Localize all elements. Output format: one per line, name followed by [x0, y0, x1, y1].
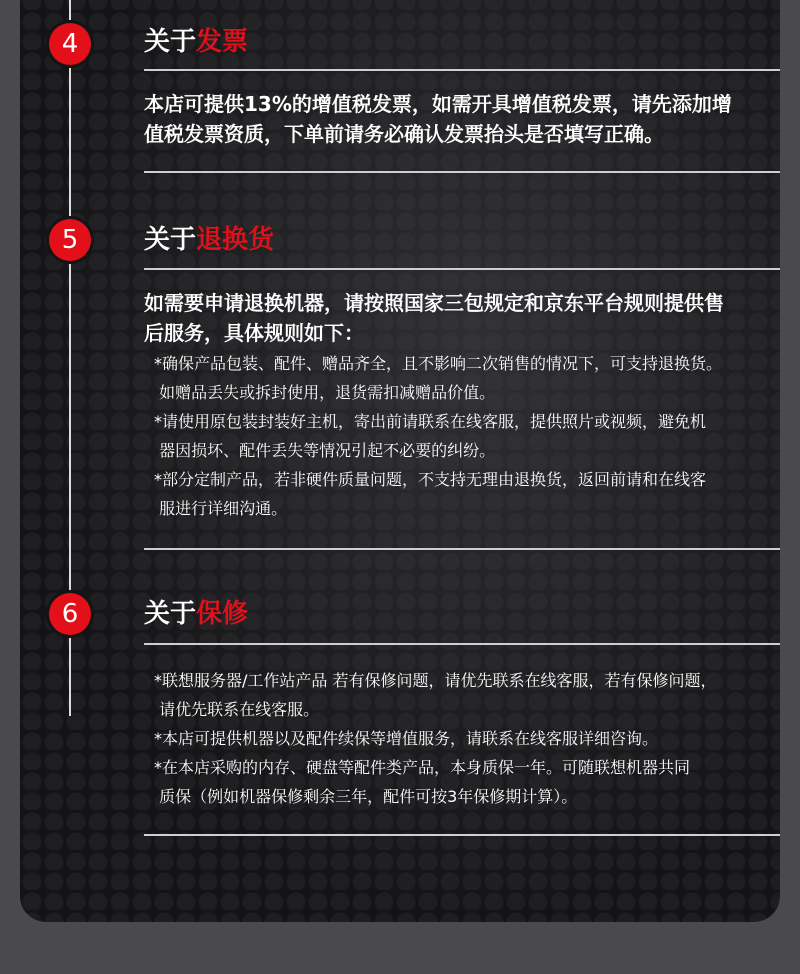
- section-5-bottom-divider: [144, 548, 780, 550]
- section-6-title: [144, 599, 248, 629]
- section-6-warranty-list: [154, 666, 780, 811]
- section-4-title-prefix: 关于: [144, 27, 197, 57]
- section-4-title-highlight: 发票: [196, 27, 249, 57]
- section-4-line-1: 本店可提供13%的增值税发票，如需开具增值税发票，请先添加增: [144, 92, 732, 116]
- section-6-title-highlight: 保修: [196, 599, 249, 629]
- section-6-number-badge: 6: [49, 593, 91, 635]
- section-5-title-highlight: 退换货: [196, 225, 275, 255]
- list-item: *本店可提供机器以及配件续保等增值服务，请联系在线客服详细咨询。: [154, 729, 659, 748]
- section-6-divider: [144, 643, 780, 645]
- list-item: 质保（例如机器保修剩余三年，配件可按3年保修期计算）。: [154, 787, 578, 806]
- section-5-body: [144, 288, 780, 348]
- section-5-line-1: 如需要申请退换机器，请按照国家三包规定和京东平台规则提供售: [144, 291, 724, 315]
- section-4-bottom-divider: [144, 171, 780, 173]
- section-6-bottom-divider: [144, 834, 780, 836]
- section-5-rules-list: [154, 349, 780, 523]
- section-4-divider: [144, 69, 780, 71]
- section-5-line-2: 后服务，具体规则如下：: [144, 321, 364, 345]
- section-5-divider: [144, 268, 780, 270]
- section-4-title: [144, 27, 248, 57]
- section-5-title: [144, 225, 274, 255]
- section-6-title-prefix: 关于: [144, 599, 197, 629]
- content-panel: [20, 0, 780, 922]
- list-item: *请使用原包装封装好主机，寄出前请联系在线客服，提供照片或视频，避免机: [154, 412, 707, 431]
- section-5-number-badge: 5: [49, 219, 91, 261]
- list-item: *在本店采购的内存、硬盘等配件类产品，本身质保一年。可随联想机器共同: [154, 758, 691, 777]
- section-4-body: [144, 89, 780, 149]
- list-item: 请优先联系在线客服。: [154, 700, 320, 719]
- section-4-line-2: 值税发票资质，下单前请务必确认发票抬头是否填写正确。: [144, 122, 664, 146]
- list-item: 如赠品丢失或拆封使用，退货需扣减赠品价值。: [154, 383, 496, 402]
- section-5-title-prefix: 关于: [144, 225, 197, 255]
- list-item: *确保产品包装、配件、赠品齐全，且不影响二次销售的情况下，可支持退换货。: [154, 354, 723, 373]
- list-item: 器因损坏、配件丢失等情况引起不必要的纠纷。: [154, 441, 496, 460]
- list-item: 服进行详细沟通。: [154, 499, 288, 518]
- section-4-number-badge: 4: [49, 23, 91, 65]
- list-item: *部分定制产品，若非硬件质量问题，不支持无理由退换货，返回前请和在线客: [154, 470, 707, 489]
- list-item: *联想服务器/工作站产品 若有保修问题，请优先联系在线客服，若有保修问题，: [154, 671, 717, 690]
